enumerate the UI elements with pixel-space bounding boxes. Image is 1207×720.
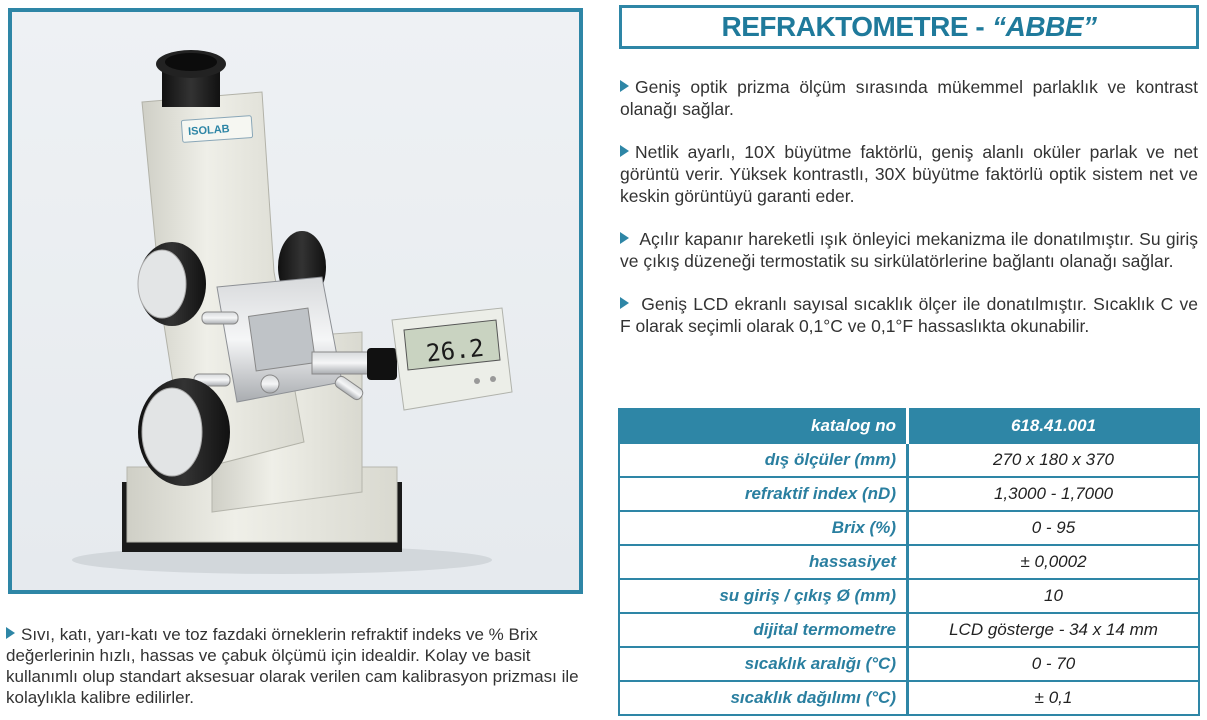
title-sub: “ABBE”: [992, 11, 1097, 42]
table-header-row: [619, 409, 1199, 443]
brand-text: ISOLAB: [187, 123, 231, 139]
feature-text: Geniş optik prizma ölçüm sırasında mükemmel parlaklık ve kontrast olanağı sağlar.: [620, 77, 1198, 119]
thermometer-sleeve: [367, 348, 397, 380]
table-row: [619, 477, 1199, 511]
display-button: [474, 378, 480, 384]
spec-label: Brix (%): [619, 511, 908, 545]
lcd-reading: 26.2: [424, 333, 486, 368]
spec-value: 1,3000 - 1,7000: [908, 477, 1200, 511]
spec-label: sıcaklık dağılımı (°C): [619, 681, 908, 715]
prism-window: [249, 308, 316, 371]
feature-list: [620, 76, 1198, 358]
adjustment-screw: [261, 375, 279, 393]
water-inlet: [202, 312, 238, 324]
spec-value: 10: [908, 579, 1200, 613]
feature-text: Netlik ayarlı, 10X büyütme faktörlü, geniş alanlı oküler parlak ve net görüntü verir. Yüksek kontrastlı, 30X büyütme faktörlü optik sistem net ve keskin görüntüyü garanti eder.: [620, 142, 1198, 206]
chevron-right-icon: [620, 297, 629, 309]
spec-label: su giriş / çıkış Ø (mm): [619, 579, 908, 613]
spec-value: 0 - 95: [908, 511, 1200, 545]
eyepiece-lens: [165, 53, 217, 71]
feature-text: Açılır kapanır hareketli ışık önleyici mekanizma ile donatılmıştır. Su giriş ve çıkış düzeneği termostatik su sirkülatörlerine bağlantı olanağı sağlar.: [620, 229, 1198, 271]
feature-text: Geniş LCD ekranlı sayısal sıcaklık ölçer ile donatılmıştır. Sıcaklık C ve F olarak seçimli olarak 0,1°C ve 0,1°F hassaslıkta okunabilir.: [620, 294, 1198, 336]
spec-label: refraktif index (nD): [619, 477, 908, 511]
display-button: [490, 376, 496, 382]
catalog-no-value: 618.41.001: [908, 409, 1200, 443]
spec-label: dış ölçüler (mm): [619, 443, 908, 477]
chevron-right-icon: [620, 80, 629, 92]
upper-left-knob-face: [138, 250, 186, 318]
table-row: [619, 579, 1199, 613]
table-row: [619, 443, 1199, 477]
spec-label: sıcaklık aralığı (°C): [619, 647, 908, 681]
chevron-right-icon: [620, 232, 629, 244]
feature-item: [620, 76, 1198, 120]
chevron-right-icon: [620, 145, 629, 157]
spec-value: ± 0,1: [908, 681, 1200, 715]
feature-item: [620, 293, 1198, 337]
page-title: [619, 5, 1199, 49]
spec-value: ± 0,0002: [908, 545, 1200, 579]
spec-label: hassasiyet: [619, 545, 908, 579]
description-text: Sıvı, katı, yarı-katı ve toz fazdaki örneklerin refraktif indeks ve % Brix değerlerinin hızlı, hassas ve çabuk ölçümü için idealdir. Kolay ve basit kullanımlı olup standart aksesuar olarak verilen cam kalibrasyon prizması ile kolaylıkla kalibre edilirler.: [6, 625, 579, 707]
table-row: [619, 613, 1199, 647]
spec-value: LCD gösterge - 34 x 14 mm: [908, 613, 1200, 647]
feature-item: [620, 141, 1198, 207]
spec-value: 0 - 70: [908, 647, 1200, 681]
chevron-right-icon: [6, 627, 15, 639]
catalog-no-label: katalog no: [619, 409, 908, 443]
product-photo: [8, 8, 583, 594]
table-row: [619, 647, 1199, 681]
feature-item: [620, 228, 1198, 272]
lower-knob-face: [142, 388, 202, 476]
spec-label: dijital termometre: [619, 613, 908, 647]
title-main: REFRAKTOMETRE -: [721, 11, 985, 42]
refractometer-illustration: [12, 12, 579, 590]
table-row: [619, 545, 1199, 579]
spec-value: 270 x 180 x 370: [908, 443, 1200, 477]
product-description: [6, 624, 592, 708]
table-row: [619, 511, 1199, 545]
spec-table: [618, 408, 1200, 716]
table-row: [619, 681, 1199, 715]
